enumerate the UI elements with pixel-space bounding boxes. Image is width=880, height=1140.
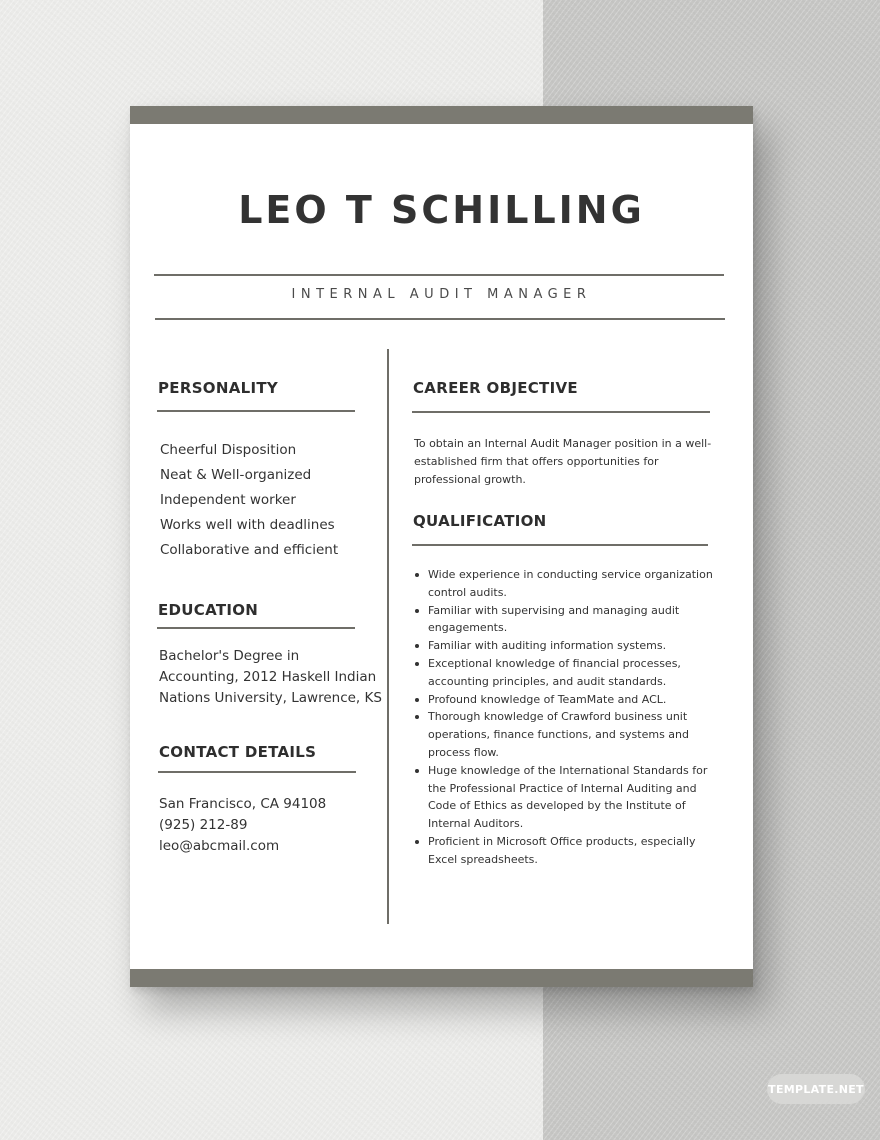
list-item: Cheerful Disposition: [160, 442, 297, 458]
resume-page: [130, 106, 753, 987]
watermark-badge: [767, 1074, 865, 1104]
watermark-text: TEMPLATE.NET: [768, 1082, 864, 1096]
header-rule-bottom: [155, 318, 725, 320]
education-line: Accounting, 2012 Haskell Indian: [159, 669, 377, 685]
qualification-list: [414, 566, 724, 869]
contact-rule: [158, 771, 356, 773]
contact-address: San Francisco, CA 94108: [159, 796, 327, 812]
education-heading: EDUCATION: [158, 601, 259, 619]
contact-email: leo@abcmail.com: [159, 838, 280, 854]
list-item: Neat & Well-organized: [160, 467, 312, 483]
career-objective-rule: [412, 411, 710, 413]
list-item: Proficient in Microsoft Office products, especially Excel spreadsheets.: [414, 833, 724, 869]
bottom-accent-band: [130, 969, 753, 987]
personality-list: [160, 438, 338, 563]
header-rule-top: [154, 274, 724, 276]
list-item: Familiar with supervising and managing audit engagements.: [414, 602, 724, 638]
personality-heading: PERSONALITY: [158, 379, 279, 397]
list-item: Independent worker: [160, 492, 296, 508]
list-item: Profound knowledge of TeamMate and ACL.: [414, 691, 724, 709]
education-text: [159, 646, 382, 709]
qualification-rule: [412, 544, 708, 546]
column-divider: [387, 349, 389, 924]
list-item: Familiar with auditing information systems.: [414, 637, 724, 655]
qualification-heading: QUALIFICATION: [413, 512, 547, 530]
career-objective-heading: CAREER OBJECTIVE: [413, 379, 578, 397]
contact-phone: (925) 212-89: [159, 817, 248, 833]
list-item: Exceptional knowledge of financial processes, accounting principles, and audit standards.: [414, 655, 724, 691]
job-title: INTERNAL AUDIT MANAGER: [291, 287, 592, 302]
contact-details: [159, 794, 326, 857]
list-item: Wide experience in conducting service organization control audits.: [414, 566, 724, 602]
list-item: Thorough knowledge of Crawford business unit operations, finance functions, and systems and process flow.: [414, 708, 724, 761]
education-rule: [157, 627, 355, 629]
list-item: Collaborative and efficient: [160, 542, 339, 558]
contact-heading: CONTACT DETAILS: [159, 743, 317, 761]
list-item: Works well with deadlines: [160, 517, 335, 533]
candidate-name: LEO T SCHILLING: [238, 188, 645, 232]
career-objective-text: To obtain an Internal Audit Manager position in a well-established firm that offers opportunities for professional growth.: [414, 437, 712, 486]
personality-rule: [157, 410, 355, 412]
list-item: Huge knowledge of the International Standards for the Professional Practice of Internal Auditing and Code of Ethics as developed by the Institute of Internal Auditors.: [414, 762, 724, 833]
education-line: Nations University, Lawrence, KS: [159, 690, 382, 706]
education-line: Bachelor's Degree in: [159, 648, 300, 664]
top-accent-band: [130, 106, 753, 124]
